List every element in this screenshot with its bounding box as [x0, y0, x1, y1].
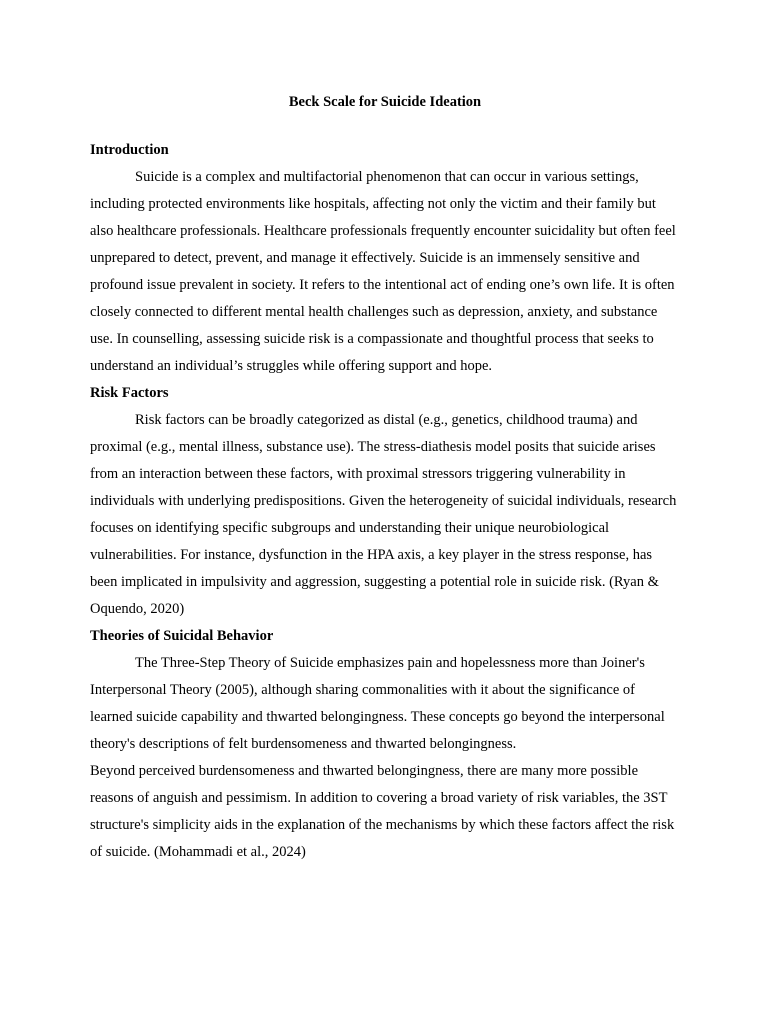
section-risk-factors	[90, 380, 680, 623]
document-page	[90, 93, 680, 866]
risk-factors-paragraph: Risk factors can be broadly categorized as distal (e.g., genetics, childhood trauma) and proximal (e.g., mental illness, substance use). The stress-diathesis model posits that suicide arises from an interaction between these factors, with proximal stressors triggering vulnerability in individuals with underlying predispositions. Given the heterogeneity of suicidal individuals, research focuses on identifying specific subgroups and understanding their unique neurobiological vulnerabilities. For instance, dysfunction in the HPA axis, a key player in the stress response, has been implicated in impulsivity and aggression, suggesting a potential role in suicide risk. (Ryan & Oquendo, 2020)	[90, 412, 677, 617]
theories-paragraph-1: The Three-Step Theory of Suicide emphasizes pain and hopelessness more than Joiner's Interpersonal Theory (2005), although sharing commonalities with it about the significance of learned suicide capability and thwarted belongingness. These concepts go beyond the interpersonal theory's descriptions of felt burdensomeness and thwarted belongingness.	[90, 655, 665, 752]
section-heading-theories: Theories of Suicidal Behavior	[90, 628, 274, 644]
document-title: Beck Scale for Suicide Ideation	[288, 94, 482, 110]
theories-paragraph-2: Beyond perceived burdensomeness and thwarted belongingness, there are many more possible reasons of anguish and pessimism. In addition to covering a broad variety of risk variables, the 3ST structure's simplicity aids in the explanation of the mechanisms by which these factors affect the risk of suicide. (Mohammadi et al., 2024)	[90, 763, 675, 860]
introduction-paragraph: Suicide is a complex and multifactorial phenomenon that can occur in various settings, including protected environments like hospitals, affecting not only the victim and their family but also healthcare professionals. Healthcare professionals frequently encounter suicidality but often feel unprepared to detect, prevent, and manage it effectively. Suicide is an immensely sensitive and profound issue prevalent in society. It refers to the intentional act of ending one’s own life. It is often closely connected to different mental health challenges such as depression, anxiety, and substance use. In counselling, assessing suicide risk is a compassionate and thoughtful process that seeks to understand an individual’s struggles while offering support and hope.	[90, 169, 676, 374]
section-heading-introduction: Introduction	[90, 142, 169, 158]
section-introduction	[90, 137, 680, 380]
section-theories	[90, 623, 680, 866]
section-heading-risk-factors: Risk Factors	[90, 385, 169, 401]
